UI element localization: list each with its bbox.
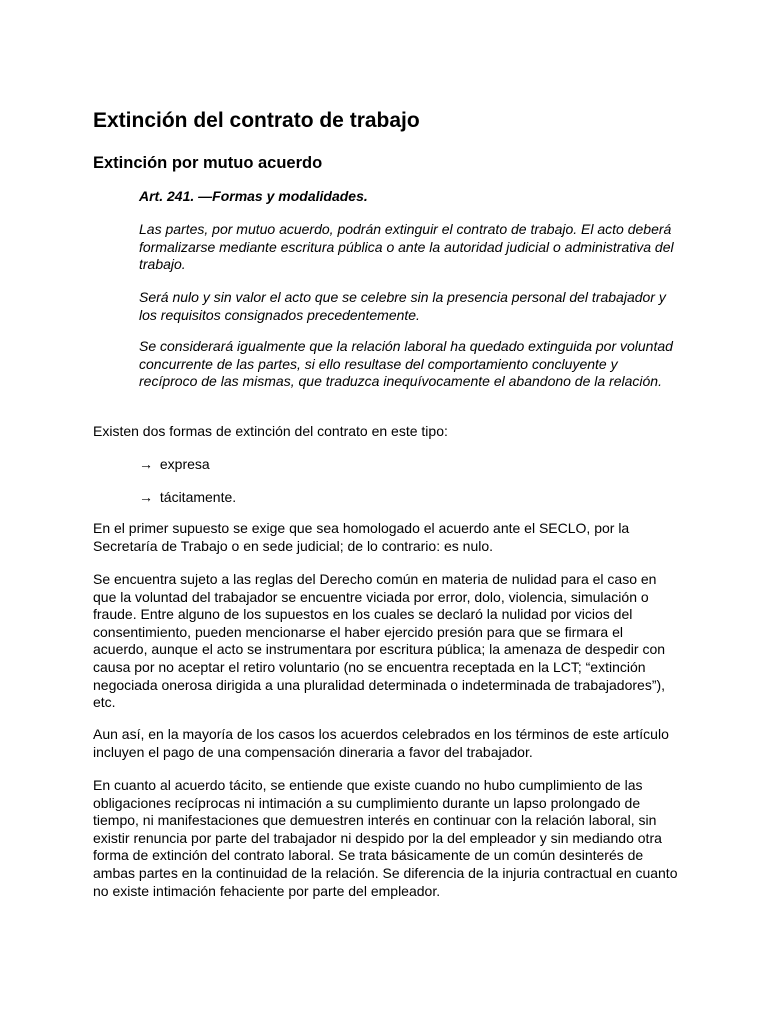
arrow-right-icon: → xyxy=(139,489,153,505)
article-paragraph: Las partes, por mutuo acuerdo, podrán extinguir el contrato de trabajo. El acto deberá formalizarse mediante escritura pública o ante la autoridad judicial o administrativa del trabajo. xyxy=(139,221,674,273)
article-paragraph: Será nulo y sin valor el acto que se celebre sin la presencia personal del trabajador y los requisitos consignados precedentemente. xyxy=(139,289,666,323)
bullet-text: expresa xyxy=(159,456,210,472)
body-paragraph: Aun así, en la mayoría de los casos los acuerdos celebrados en los términos de este artículo incluyen el pago de una compensación dineraria a favor del trabajador. xyxy=(93,726,669,760)
bullet-item-expresa xyxy=(139,456,210,474)
bullet-item-tacitamente xyxy=(139,489,236,507)
arrow-right-icon: → xyxy=(139,456,153,472)
document-title: Extinción del contrato de trabajo xyxy=(93,109,420,132)
bullet-text: tácitamente. xyxy=(159,489,237,505)
article-heading: Art. 241. —Formas y modalidades. xyxy=(139,188,368,204)
intro-paragraph: Existen dos formas de extinción del contrato en este tipo: xyxy=(93,423,448,439)
body-paragraph: En el primer supuesto se exige que sea homologado el acuerdo ante el SECLO, por la Secretaría de Trabajo o en sede judicial; de lo contrario: es nulo. xyxy=(93,520,630,554)
article-paragraph: Se considerará igualmente que la relación laboral ha quedado extinguida por voluntad concurrente de las partes, si ello resultase del comportamiento concluyente y recíproco de las mismas, que traduzca inequívocamente el abandono de la relación. xyxy=(139,338,673,390)
body-paragraph: En cuanto al acuerdo tácito, se entiende que existe cuando no hubo cumplimiento de las obligaciones recíprocas ni intimación a su cumplimiento durante un lapso prolongado de tiempo, ni manifestaciones que demuestren interés en continuar con la relación laboral, sin existir renuncia por parte del trabajador ni despido por la del empleador y sin mediando otra forma de extinción del contrato laboral. Se trata básicamente de un común desinterés de ambas partes en la continuidad de la relación. Se diferencia de la injuria contractual en cuanto no existe intimación fehaciente por parte del empleador. xyxy=(93,777,678,899)
section-heading: Extinción por mutuo acuerdo xyxy=(93,154,323,172)
body-paragraph: Se encuentra sujeto a las reglas del Derecho común en materia de nulidad para el caso en que la voluntad del trabajador se encuentre viciada por error, dolo, violencia, simulación o fraude. Entre alguno de los supuestos en los cuales se declaró la nulidad por vicios del consentimiento, pueden mencionarse el haber ejercido presión para que se firmara el acuerdo, aunque el acto se instrumentara por escritura pública; la amenaza de despedir con causa por no aceptar el retiro voluntario (no se encuentra receptada en la LCT; “extinción negociada onerosa dirigida a una pluralidad determinada o indeterminada de trabajadores”), etc. xyxy=(93,571,666,711)
